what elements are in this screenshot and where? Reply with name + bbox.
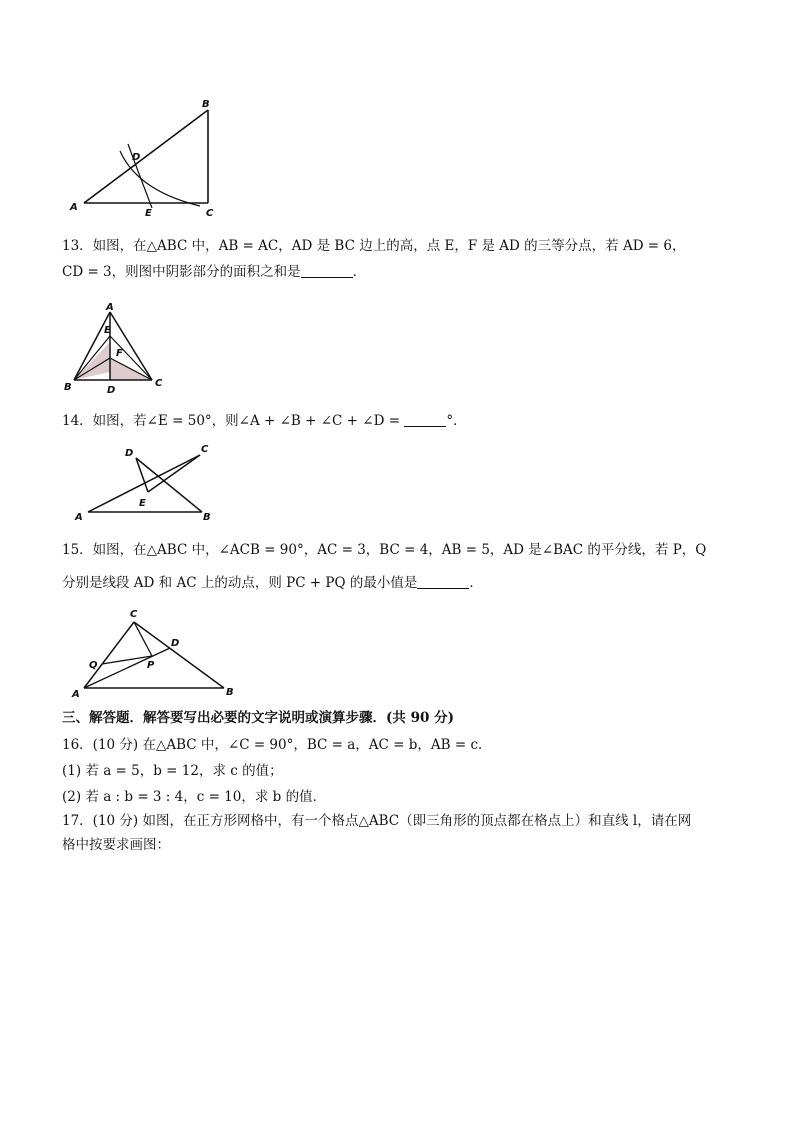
q13-line2-text: CD = 3，则图中阴影部分的面积之和是 — [62, 264, 301, 280]
label-C: C — [155, 378, 163, 389]
label-B: B — [203, 512, 211, 523]
q13-line1: 13．如图，在△ABC 中，AB = AC，AD 是 BC 边上的高，点 E，F 是 AD 的三等分点，若 AD = 6， — [62, 238, 686, 254]
figure-q12 — [60, 96, 230, 222]
segment-AB — [84, 110, 208, 203]
q15-line2-end: ． — [469, 575, 483, 591]
label-D: D — [107, 385, 116, 394]
figure-q15-svg — [60, 602, 245, 700]
figure-q13-svg — [60, 302, 170, 394]
label-A: A — [75, 512, 83, 523]
label-A: A — [72, 689, 80, 700]
label-E: E — [145, 208, 152, 219]
label-D: D — [132, 152, 141, 163]
answer-blank[interactable] — [301, 263, 353, 278]
q16-part1: (1) 若 a = 5，b = 12，求 c 的值； — [62, 763, 283, 779]
answer-blank[interactable] — [417, 574, 469, 589]
q16-part2: (2) 若 a : b = 3 : 4，c = 10，求 b 的值． — [62, 789, 327, 805]
label-C: C — [130, 609, 138, 620]
label-E: E — [139, 498, 146, 509]
q15-line2 — [62, 573, 483, 593]
figure-q14-svg — [60, 440, 220, 526]
figure-q13 — [60, 302, 170, 394]
q15-line1: 15．如图，在△ABC 中，∠ACB = 90°，AC = 3，BC = 4，AB = 5，AD 是∠BAC 的平分线，若 P，Q — [62, 542, 707, 558]
label-D: D — [125, 448, 134, 459]
label-B: B — [226, 687, 234, 698]
figure-q15 — [60, 602, 245, 700]
label-C: C — [206, 208, 214, 219]
q16-stem: 16．(10 分) 在△ABC 中，∠C = 90°，BC = a，AC = b，AB = c． — [62, 737, 492, 753]
label-Q: Q — [89, 660, 98, 671]
figure-q14 — [60, 440, 220, 526]
q13-line2-end: ． — [352, 264, 367, 280]
q17-line2: 格中按要求画图： — [62, 837, 170, 853]
segment-AC — [84, 622, 134, 688]
label-B: B — [64, 382, 72, 393]
label-P: P — [147, 660, 155, 671]
q17-line1: 17．(10 分) 如图，在正方形网格中，有一个格点△ABC（即三角形的顶点都在格点上）和直线 l，请在网 — [62, 813, 692, 829]
q14-line1 — [62, 411, 467, 431]
label-A: A — [70, 202, 78, 213]
label-F: F — [116, 348, 123, 359]
section3-heading: 三、解答题．解答要写出必要的文字说明或演算步骤．(共 90 分) — [62, 710, 454, 726]
label-B: B — [202, 99, 210, 110]
figure-q12-svg — [60, 96, 230, 222]
label-D: D — [171, 638, 180, 649]
q14-line1-text: 14．如图，若∠E = 50°，则∠A + ∠B + ∠C + ∠D = — [62, 413, 401, 429]
q13-line2 — [62, 262, 366, 282]
label-E: E — [104, 325, 111, 336]
q14-line1-end: °． — [446, 413, 467, 429]
label-C: C — [201, 444, 209, 455]
segment-CP — [134, 622, 152, 656]
label-A: A — [106, 302, 114, 313]
segment-BC — [134, 622, 224, 688]
q15-line2-text: 分别是线段 AD 和 AC 上的动点，则 PC + PQ 的最小值是 — [62, 575, 418, 591]
answer-blank[interactable] — [404, 412, 446, 427]
